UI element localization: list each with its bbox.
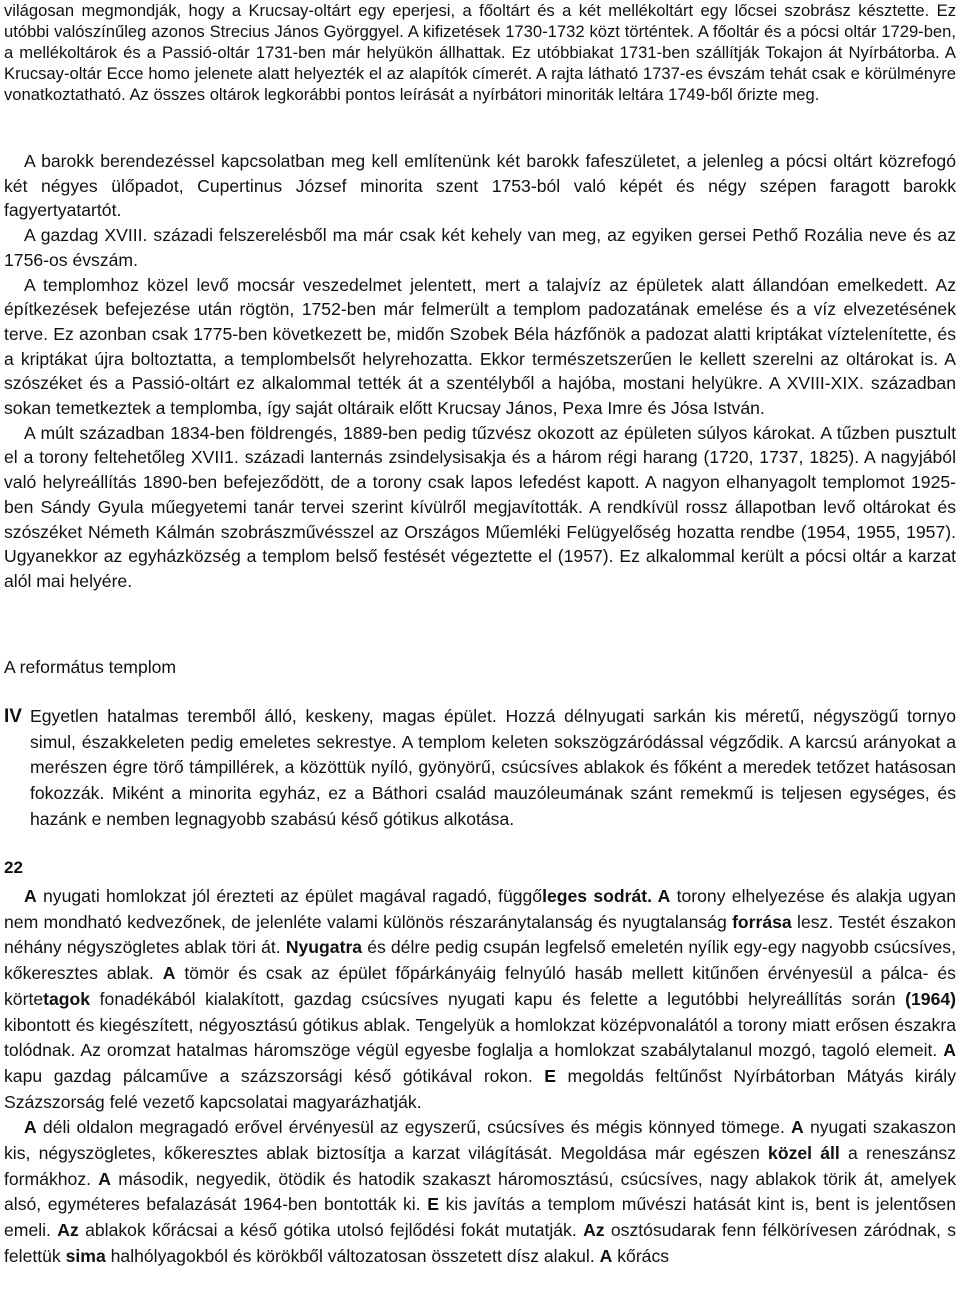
paragraph-block-2 <box>4 149 956 594</box>
text-run: nyugati szakaszon kis, négyszögletes, kőkeresztes ablak biztosítja a karzat világítását. Megoldása már egészen <box>4 1117 956 1164</box>
bold-text: leges sodrát. A <box>542 886 671 906</box>
section-number: IV <box>4 706 22 727</box>
text-run: torony elhelyezése és alakja ugyan nem mondható kedvezőnek, de jelenléte valami különös részaránytalanság és nyugtalanság <box>4 886 956 932</box>
text-run: második, negyedik, ötödik és hatodik szakaszt háromosztású, csúcsíves, nagy ablakok törik át, amelyek alsó, egyméteres befalazását 1964-ben bontották ki. <box>4 1168 956 1215</box>
text-run: fonadékából kialakított, gazdag csúcsíves nyugati kapu és felette a legutóbbi helyreállítás során <box>90 988 906 1009</box>
bold-text: A <box>162 963 176 984</box>
section-iv <box>4 704 956 833</box>
bold-text: forrása <box>732 911 792 932</box>
paragraph <box>4 884 956 1115</box>
text-run: kőrács <box>612 1245 670 1266</box>
bold-text: E <box>544 1065 557 1086</box>
text-run: kis javítás a templom művészi hatását kint is, bent is jelentősen emeli. <box>4 1194 956 1241</box>
text-run: halhólyagokból és körökből változatosan összetett dísz alakul. <box>105 1245 600 1266</box>
text-run: nyugati homlokzat jól érezteti az épület magával ragadó, függő <box>36 886 543 906</box>
bold-text: A <box>599 1245 613 1266</box>
bold-text: A <box>943 1040 956 1061</box>
text-run: megoldás feltűnőst Nyírbátorban Mátyás király Százszorság felé vezető kapcsolatai magyarázhatják. <box>4 1065 956 1112</box>
paragraph: A múlt században 1834-ben földrengés, 1889-ben pedig tűzvész okozott az épületen súlyos károkat. A tűzben pusztult el a torony feltehetőleg XVII1. századi lanternás zsindelysisakja és a három régi harang (1720, 1737, 1825). A nagyjából való helyreállítás 1890-ben befejeződött, de a torony csak lapos lefedést kapott. A nagyon elhanyagolt templomot 1925-ben Sándy Gyula műegyetemi tanár tervei szerint kívülről megjavították. A rendkívül rossz állapotban levő oltárokat és szószéket Németh Kálmán szobrászművésszel az Országos Műemléki Felügyelőség hozatta rendbe (1954, 1955, 1957). Ugyanekkor az egyházközség a templom belső festését végeztette el (1957). Ez alkalommal került a pócsi oltár a karzat alól mai helyére. <box>4 422 956 591</box>
bold-text: A <box>791 1117 804 1138</box>
paragraph: Egyetlen hatalmas teremből álló, keskeny, magas épület. Hozzá délnyugati sarkán kis méretű, négyszögű tornyo simul, északkeleten pedig emeletes sekrestye. A templom keleten sokszögzáródással végződik. A karcsú arányokat a merészen égre törő támpillérek, a közöttük nyíló, gyönyörű, csúcsíves ablakok és főként a meredek tetőzet hatásosan fokozzák. Miként a minorita egyház, ez a Báthori család mauzóleumának szánt remekmű is teljesen egységes, és hazánk e nemben legnagyobb szabású késő gótikus alkotása. <box>30 706 956 829</box>
section-heading: A református templom <box>4 657 177 677</box>
text-run: kapu gazdag pálcaműve a százszorsági késő gótikával rokon. <box>4 1065 545 1086</box>
text-run: ablakok kőrácsai a késő gótika utolsó fejlődési fokát mutatják. <box>78 1220 584 1241</box>
bold-text: A <box>24 886 37 906</box>
page-number: 22 <box>4 858 23 877</box>
text-run: déli oldalon megragadó erővel érvényesül az egyszerű, csúcsíves és mégis könnyed tömege. <box>36 1117 792 1138</box>
paragraph <box>4 1115 956 1269</box>
bold-text: E <box>427 1194 439 1215</box>
bold-text: Nyugatra <box>285 937 363 958</box>
paragraph-block-3 <box>4 884 956 1270</box>
bold-text: A <box>24 1117 37 1138</box>
paragraph: A gazdag XVIII. századi felszerelésből ma már csak két kehely van meg, az egyiken gersei Pethő Rozália neve és az 1756-os évszám. <box>4 225 956 270</box>
paragraph: A barokk berendezéssel kapcsolatban meg kell említenünk két barokk fafeszületet, a jelenleg a pócsi oltárt közrefogó két négyes ülőpadot, Cupertinus József minorita szent 1753-ból való képét és négy szépen faragott barokk fagyertyatartót. <box>4 151 956 221</box>
bold-text: tagok <box>43 988 91 1009</box>
bold-text: sima <box>65 1245 106 1266</box>
text-run: kibontott és kiegészített, négyosztású gótikus ablak. Tengelyük a homlokzat középvonalától a torony miatt erősen északra tolódnak. Az oromzat hatalmas háromszöge végül egyesbe foglalja a homlokzat szabálytalanul mozgó, tagoló elemeit. <box>4 1014 956 1061</box>
text-run: osztósudarak fenn félkörívesen záródnak, s felettük <box>4 1220 956 1266</box>
bold-text: A <box>98 1168 111 1189</box>
bold-text: (1964) <box>905 988 956 1009</box>
text-run: tömör és csak az épület főpárkányáig felnyúló hasáb mellett kitűnően érvényesül a pálca- és körte <box>4 963 956 1009</box>
text-run: és délre pedig csupán legfelső emeletén nyílik egy-egy nagyobb csúcsíves, kőkeresztes ablak. <box>4 937 956 984</box>
text-run: a reneszánsz formákhoz. <box>4 1143 956 1189</box>
bold-text: Az <box>57 1220 79 1241</box>
bold-text: közel áll <box>768 1143 840 1164</box>
text-run: lesz. Testét északon néhány négyszögletes ablak töri át. <box>4 911 957 958</box>
bold-text: Az <box>583 1220 605 1241</box>
paragraph: A templomhoz közel levő mocsár veszedelmet jelentett, mert a talajvíz az épületek alatt állandóan emelkedett. Az építkezések befejezése után rögtön, 1752-ben már felmerült a templom padozatának emelése és a víz elvezetésének terve. Ez azonban csak 1775-ben következett be, midőn Szobek Béla házfőnök a padozat alatti kriptákat víztelenítette, és a kriptákat újra boltoztatta, a templombelsőt helyrehozatta. Ekkor természetszerűen le kellett szerelni az oltárokat is. A szószéket és a Passió-oltárt ez alkalommal tették át a szentélyből a hajóba, mostani helyükre. A XVIII-XIX. században sokan temetkeztek a templomba, így saját oltáraik előtt Krucsay János, Pexa Imre és Jósa István. <box>4 274 956 419</box>
paragraph: világosan megmondják, hogy a Krucsay-oltárt egy eperjesi, a főoltárt és a két mellékoltárt egy lőcsei szobrász késztette. Ez utóbbi valószínűleg azonos Strecius János Györggyel. A kifizetések 1730-1732 közt történtek. A főoltár és a pócsi oltár 1729-ben, a mellékoltárok és a Passió-oltár 1731-ben már helyükön állhattak. Ez utóbbiakat 1731-ben szállítják Tokajon át Nyírbátorba. A Krucsay-oltár Ecce homo jelenete alatt helyezték el az alapítók címerét. A rajta látható 1737-es évszám tehát csak e körülményre vonatkoztatható. Az összes oltárok legkorábbi pontos leírását a nyírbátori minoriták leltára 1749-ből őrizte meg. <box>4 1 956 104</box>
paragraph-block-1 <box>4 0 956 105</box>
